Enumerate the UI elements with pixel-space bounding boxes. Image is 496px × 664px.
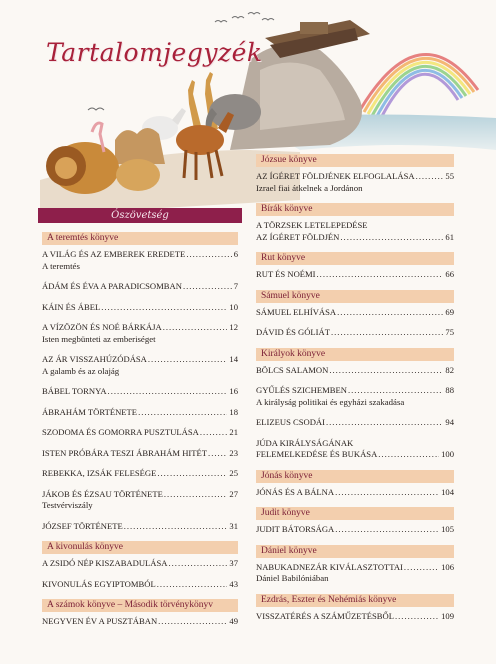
- book-heading-jonas: Jónás könyve: [256, 470, 454, 483]
- entry-subtitle: Isten megbünteti az emberiséget: [42, 333, 156, 344]
- toc-entry[interactable]: [42, 558, 238, 570]
- book-heading-teremtes: A teremtés könyve: [42, 232, 238, 245]
- entry-title: DÁVID ÉS GÓLIÁT: [256, 327, 330, 337]
- toc-entry[interactable]: [42, 521, 238, 533]
- toc-entry[interactable]: [256, 611, 454, 623]
- toc-entry[interactable]: [256, 269, 454, 281]
- toc-entry[interactable]: [42, 386, 238, 398]
- book-heading-rut: Rut könyve: [256, 252, 454, 265]
- toc-entry[interactable]: [256, 365, 454, 377]
- entry-page: 25: [229, 468, 238, 478]
- toc-entry[interactable]: [256, 327, 454, 339]
- entry-page: 94: [445, 417, 454, 427]
- entry-title: ÁBRAHÁM TÖRTÉNETE: [42, 406, 138, 417]
- toc-left-column: [42, 208, 238, 637]
- entry-page: 55: [445, 171, 454, 181]
- entry-page: 16: [229, 386, 238, 396]
- entry-title: JÁKOB ÉS ÉZSAU TÖRTÉNETE: [42, 488, 163, 499]
- entry-page: 104: [441, 486, 454, 497]
- toc-entry[interactable]: [42, 407, 238, 419]
- entry-page: 75: [445, 327, 454, 337]
- testament-heading: Ószövetség: [38, 208, 242, 223]
- entry-page: 12: [229, 322, 238, 332]
- entry-title: JÓZSEF TÖRTÉNETE: [42, 520, 123, 531]
- entry-title: SÁMUEL ELHÍVÁSA: [256, 306, 337, 317]
- entry-subtitle: A galamb és az olajág: [42, 365, 120, 376]
- entry-title: SZODOMA ÉS GOMORRA PUSZTULÁSA: [42, 427, 199, 437]
- entry-page: 69: [445, 306, 454, 317]
- entry-page: 6: [233, 249, 238, 259]
- entry-title: JUDIT BÁTORSÁGA: [256, 524, 335, 534]
- book-heading-jozsue: Józsue könyve: [256, 154, 454, 167]
- toc-entry[interactable]: [256, 171, 454, 194]
- toc-entry[interactable]: [256, 524, 454, 536]
- entry-title: AZ ÍGÉRET FÖLDJÉN: [256, 231, 340, 242]
- entry-page: 105: [441, 524, 454, 534]
- toc-right-column: [256, 154, 454, 631]
- toc-entry[interactable]: [42, 616, 238, 628]
- entry-page: 10: [229, 301, 238, 312]
- toc-entry[interactable]: [256, 417, 454, 429]
- entry-title: GYŰLÉS SZICHEMBEN: [256, 385, 347, 395]
- entry-title: NEGYVEN ÉV A PUSZTÁBAN: [42, 616, 158, 626]
- entry-title: A VILÁG ÉS AZ EMBEREK EREDETE: [42, 249, 186, 259]
- toc-entry[interactable]: [42, 249, 238, 272]
- toc-entry[interactable]: [42, 448, 238, 460]
- entry-page: 49: [229, 616, 238, 626]
- book-heading-szamok: A számok könyve – Második törvénykönyv: [42, 599, 238, 612]
- toc-entry[interactable]: [256, 562, 454, 585]
- toc-entry[interactable]: [42, 354, 238, 377]
- entry-title: NABUKADNEZÁR KIVÁLASZTOTTAI: [256, 561, 403, 572]
- entry-title-line1: JÚDA KIRÁLYSÁGÁNAK: [256, 437, 354, 448]
- entry-title: ISTEN PRÓBÁRA TESZI ÁBRAHÁM HITÉT: [42, 447, 208, 458]
- entry-page: 27: [229, 488, 238, 499]
- entry-subtitle: Dániel Babilóniában: [256, 573, 329, 583]
- entry-title: RUT ÉS NOÉMI: [256, 269, 316, 279]
- entry-page: 61: [445, 231, 454, 242]
- entry-page: 31: [229, 520, 238, 531]
- entry-page: 37: [229, 558, 238, 568]
- toc-entry[interactable]: [42, 579, 238, 591]
- entry-title: AZ ÍGÉRET FÖLDJÉNEK ELFOGLALÁSA: [256, 171, 415, 181]
- toc-entry[interactable]: [256, 385, 454, 408]
- toc-entry[interactable]: [42, 468, 238, 480]
- entry-page: 7: [233, 281, 238, 291]
- entry-subtitle: Izrael fiai átkelnek a Jordánon: [256, 182, 363, 193]
- book-heading-kivonulas: A kivonulás könyve: [42, 541, 238, 554]
- book-heading-judit: Judit könyve: [256, 507, 454, 520]
- entry-title: ELIZEUS CSODÁI: [256, 417, 325, 427]
- entry-title: BÁBEL TORNYA: [42, 386, 107, 396]
- book-heading-daniel: Dániel könyve: [256, 545, 454, 558]
- book-heading-kiralyok: Királyok könyve: [256, 348, 454, 361]
- entry-title: ÁDÁM ÉS ÉVA A PARADICSOMBAN: [42, 281, 182, 291]
- book-heading-birak: Bírák könyve: [256, 203, 454, 216]
- entry-page: 23: [229, 447, 238, 458]
- toc-entry[interactable]: [256, 220, 454, 243]
- toc-entry[interactable]: [256, 438, 454, 461]
- entry-subtitle: Testvérviszály: [42, 500, 93, 510]
- toc-entry[interactable]: [256, 307, 454, 319]
- entry-subtitle: A teremtés: [42, 260, 80, 271]
- entry-page: 18: [229, 406, 238, 417]
- toc-entry[interactable]: [42, 322, 238, 345]
- entry-page: 43: [229, 578, 238, 589]
- entry-title: BÖLCS SALAMON: [256, 364, 329, 375]
- book-heading-ezdras: Ezdrás, Eszter és Nehémiás könyve: [256, 594, 454, 607]
- page-title: Tartalomjegyzék: [46, 38, 263, 67]
- entry-page: 66: [445, 269, 454, 279]
- toc-entry[interactable]: [42, 281, 238, 293]
- entry-page: 88: [445, 385, 454, 395]
- entry-title: VISSZATÉRÉS A SZÁMŰZETÉSBŐL: [256, 610, 394, 621]
- entry-title-line1: A TÖRZSEK LETELEPEDÉSE: [256, 220, 368, 230]
- toc-entry[interactable]: [256, 487, 454, 499]
- entry-title: REBEKKA, IZSÁK FELESÉGE: [42, 468, 157, 478]
- entry-title: FELEMELKEDÉSE ÉS BUKÁSA: [256, 449, 378, 459]
- entry-page: 100: [441, 449, 454, 459]
- toc-entry[interactable]: [42, 427, 238, 439]
- entry-title: KIVONULÁS EGYIPTOMBÓL: [42, 578, 156, 589]
- entry-title: AZ ÁR VISSZAHÚZÓDÁSA: [42, 354, 147, 364]
- entry-page: 14: [229, 354, 238, 364]
- toc-entry[interactable]: [42, 302, 238, 314]
- entry-title: A ZSIDÓ NÉP KISZABADULÁSA: [42, 558, 168, 568]
- entry-page: 82: [445, 364, 454, 375]
- entry-title: A VÍZÖZÖN ÉS NOÉ BÁRKÁJA: [42, 322, 162, 332]
- entry-page: 21: [229, 427, 238, 437]
- entry-subtitle: A királyság politikai és egyházi szakadása: [256, 396, 405, 407]
- entry-page: 109: [441, 610, 454, 621]
- entry-page: 106: [441, 561, 454, 572]
- book-heading-samuel: Sámuel könyve: [256, 290, 454, 303]
- entry-title: JÓNÁS ÉS A BÁLNA: [256, 486, 335, 497]
- toc-entry[interactable]: [42, 489, 238, 512]
- entry-title: KÁIN ÉS ÁBEL: [42, 301, 101, 312]
